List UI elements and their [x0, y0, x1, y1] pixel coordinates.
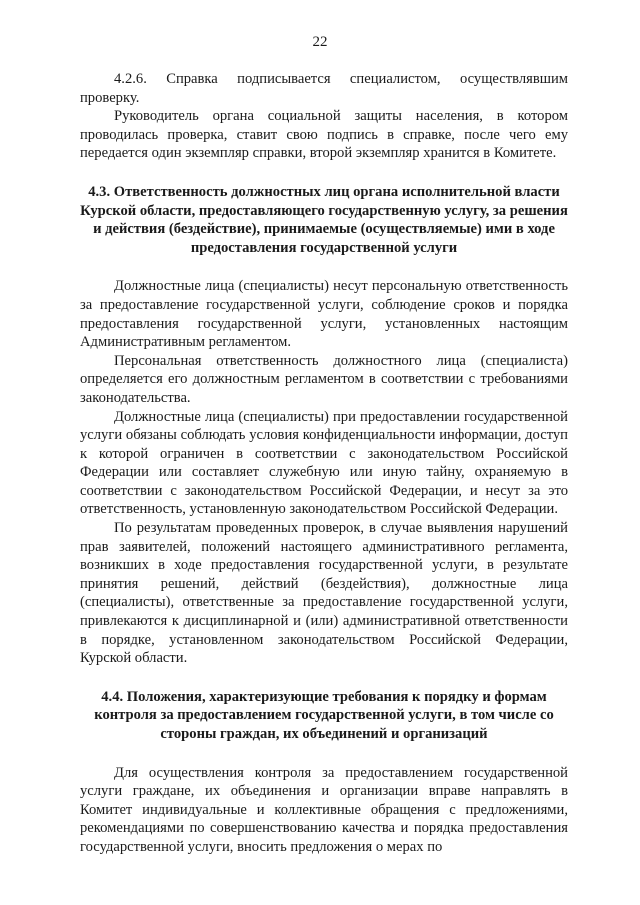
section-gap — [80, 257, 568, 277]
section-heading-4-3: 4.3. Ответственность должностных лиц органа исполнительной власти Курской области, предоставляющего государственную услугу, за решения и действия (бездействие), принимаемые (осуществляемые) ими в ходе предоставления государственной услуги — [80, 183, 568, 256]
page-number: 22 — [312, 34, 328, 50]
section-heading-4-4: 4.4. Положения, характеризующие требования к порядку и формам контроля за предоставлением государственной услуги, в том числе со стороны граждан, их объединений и организаций — [94, 688, 554, 742]
section-gap — [80, 163, 568, 183]
paragraph-head-signature: Руководитель органа социальной защиты населения, в котором проводилась проверка, ставит свою подпись в справке, после чего ему передается один экземпляр справки, второй экземпляр хранится в Комитете. — [80, 108, 568, 162]
paragraph-4-4-1: Для осуществления контроля за предоставлением государственной услуги граждане, их объединения и организации вправе направлять в Комитет индивидуальные и коллективные обращения с предложениями, рекомендациями по совершенствованию качества и порядка предоставления государственной услуги, вносить предложения о мерах по — [80, 764, 568, 855]
paragraph-4-3-1: Должностные лица (специалисты) несут персональную ответственность за предоставление государственной услуги, соблюдение сроков и порядка предоставления государственной услуги, установленных настоящим Административным регламентом. — [80, 278, 568, 351]
paragraph-4-3-2: Персональная ответственность должностного лица (специалиста) определяется его должностным регламентом в соответствии с требованиями законодательства. — [80, 352, 568, 406]
section-gap — [80, 668, 568, 688]
section-gap — [80, 744, 568, 764]
page-content — [80, 70, 568, 857]
paragraph-4-3-3: Должностные лица (специалисты) при предоставлении государственной услуги обязаны соблюдать условия конфиденциальности информации, доступ к которой ограничен в соответствии с законодательством Российской Федерации или составляет служебную или иную тайну, охраняемую в соответствии с законодательством Российской Федерации, и несут за это ответственность, установленную законодательством Российской Федерации. — [80, 408, 568, 518]
paragraph-4-2-6: 4.2.6. Справка подписывается специалистом, осуществлявшим проверку. — [80, 71, 568, 106]
paragraph-4-3-4: По результатам проведенных проверок, в случае выявления нарушений прав заявителей, положений настоящего административного регламента, возникших в ходе предоставления государственной услуги, в результате принятия решений, действий (бездействия), должностные лица (специалисты), ответственные за предоставление государственной услуги, привлекаются к дисциплинарной и (или) административной ответственности в порядке, установленном законодательством Российской Федерации, Курской области. — [80, 520, 568, 667]
